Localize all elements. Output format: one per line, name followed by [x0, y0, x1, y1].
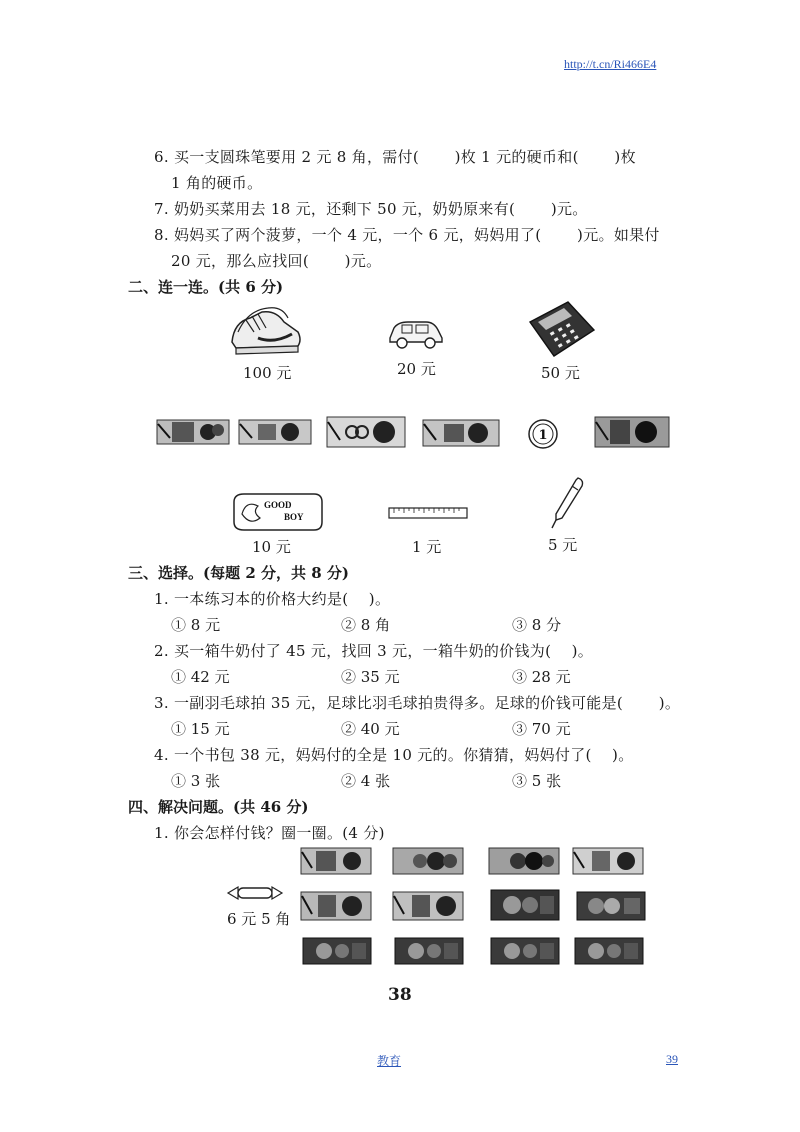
ruler-picture [388, 506, 468, 520]
section-2-title: 二、连一连。(共 6 分) [128, 278, 284, 296]
calculator-picture [524, 300, 598, 358]
header-url-link[interactable]: http://t.cn/Ri466E4 [564, 57, 657, 71]
banknote-picture [156, 416, 230, 448]
banknote-picture [488, 846, 560, 876]
choice-3-option-2[interactable]: ② 40 元 [341, 720, 400, 738]
banknote-picture [394, 936, 464, 966]
svg-text:BOY: BOY [284, 512, 304, 522]
price-pencil-box: 10 元 [252, 538, 291, 556]
shoes-picture [228, 302, 304, 358]
price-shoes: 100 元 [243, 364, 292, 382]
price-calculator: 50 元 [541, 364, 580, 382]
choice-4-option-1[interactable]: ① 3 张 [171, 772, 221, 790]
footer-link-page[interactable]: 39 [666, 1052, 678, 1066]
choice-4-option-3[interactable]: ③ 5 张 [512, 772, 562, 790]
candy-picture [226, 884, 284, 902]
choice-question-1: 1. 一本练习本的价格大约是( )。 [154, 590, 391, 608]
coin-label: 1 [538, 428, 548, 443]
toy-car-picture [386, 316, 446, 350]
price-ruler: 1 元 [412, 538, 442, 556]
choice-3-option-1[interactable]: ① 15 元 [171, 720, 230, 738]
page-number: 38 [388, 985, 412, 1005]
problem-1: 1. 你会怎样付钱？圈一圈。(4 分) [154, 824, 385, 842]
question-7: 7. 奶奶买菜用去 18 元，还剩下 50 元，奶奶原来有( )元。 [154, 200, 588, 218]
banknote-picture [326, 414, 406, 450]
banknote-picture [572, 846, 644, 876]
price-pen: 5 元 [548, 536, 578, 554]
banknote-picture [300, 846, 372, 876]
footer-link-education[interactable]: 教育 [377, 1054, 402, 1068]
banknote-picture [490, 888, 560, 922]
banknote-picture [490, 936, 560, 966]
choice-1-option-2[interactable]: ② 8 角 [341, 616, 391, 634]
choice-question-2: 2. 买一箱牛奶付了 45 元，找回 3 元，一箱牛奶的价钱为( )。 [154, 642, 594, 660]
choice-1-option-1[interactable]: ① 8 元 [171, 616, 221, 634]
banknote-picture [238, 416, 312, 448]
item-price: 6 元 5 角 [227, 910, 291, 928]
choice-2-option-3[interactable]: ③ 28 元 [512, 668, 571, 686]
banknote-picture [300, 890, 372, 922]
coin-picture [527, 418, 559, 450]
section-3-title: 三、选择。(每题 2 分，共 8 分) [128, 564, 349, 582]
choice-2-option-1[interactable]: ① 42 元 [171, 668, 230, 686]
question-8-line-2: 20 元，那么应找回( )元。 [171, 252, 382, 270]
banknote-picture [574, 936, 644, 966]
choice-1-option-3[interactable]: ③ 8 分 [512, 616, 562, 634]
banknote-picture [302, 936, 372, 966]
choice-2-option-2[interactable]: ② 35 元 [341, 668, 400, 686]
section-4-title: 四、解决问题。(共 46 分) [128, 798, 309, 816]
banknote-picture [594, 414, 670, 450]
choice-3-option-3[interactable]: ③ 70 元 [512, 720, 571, 738]
banknote-picture [422, 416, 500, 450]
choice-4-option-2[interactable]: ② 4 张 [341, 772, 391, 790]
banknote-picture [576, 890, 646, 922]
choice-question-3: 3. 一副羽毛球拍 35 元，足球比羽毛球拍贵得多。足球的价钱可能是( )。 [154, 694, 681, 712]
price-car: 20 元 [397, 360, 436, 378]
pencil-box-picture [230, 492, 324, 532]
question-6-line-1: 6. 买一支圆珠笔要用 2 元 8 角，需付( )枚 1 元的硬币和( )枚 [154, 148, 636, 166]
question-6-line-2: 1 角的硬币。 [171, 174, 263, 192]
choice-question-4: 4. 一个书包 38 元，妈妈付的全是 10 元的。你猜猜，妈妈付了( )。 [154, 746, 634, 764]
pen-picture [548, 474, 588, 530]
banknote-picture [392, 890, 464, 922]
svg-text:GOOD: GOOD [264, 500, 292, 510]
question-8-line-1: 8. 妈妈买了两个菠萝，一个 4 元，一个 6 元，妈妈用了( )元。如果付 [154, 226, 660, 244]
banknote-picture [392, 846, 464, 876]
